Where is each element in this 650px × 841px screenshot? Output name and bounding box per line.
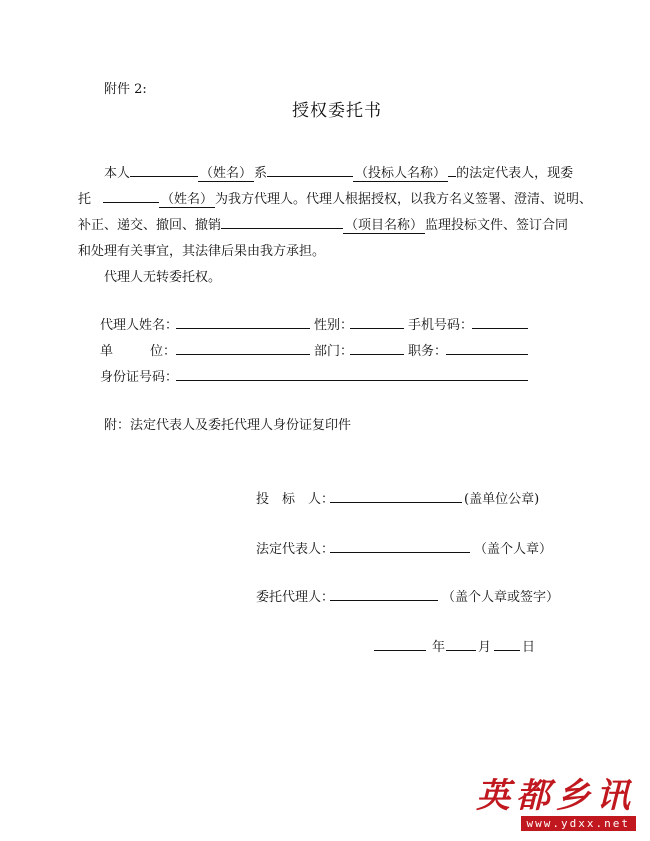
bidder-label-3: 人： [308, 492, 335, 507]
para-line-3 [78, 214, 568, 234]
watermark-url: www.ydxx.net [521, 816, 636, 831]
id-field[interactable] [176, 380, 528, 381]
blank-spacer [448, 162, 456, 177]
gender-label: 性别： [314, 318, 354, 333]
agent-signature-field[interactable] [330, 600, 438, 601]
page-title: 授权委托书 [292, 101, 382, 121]
para-line-1 [104, 162, 573, 182]
dept-field[interactable] [350, 354, 404, 355]
blank-bidder-name [267, 162, 353, 177]
annex-label: 附件 2: [104, 82, 147, 97]
bidder-signature-field[interactable] [330, 502, 462, 503]
id-label: 身份证号码： [100, 370, 179, 385]
phone-label: 手机号码： [408, 318, 474, 333]
bidder-label-2: 标 [282, 492, 296, 507]
watermark-logo: 英都乡讯 [476, 776, 636, 816]
month-field[interactable] [446, 650, 476, 651]
bidder-note: (盖单位公章) [464, 492, 540, 507]
legal-rep-note: （盖个人章） [474, 542, 553, 557]
text-segment: 系 [254, 166, 268, 181]
text-segment: （姓名） [159, 188, 215, 208]
gender-field[interactable] [350, 328, 404, 329]
para-line-4: 和处理有关事宜，其法律后果由我方承担。 [78, 244, 326, 259]
watermark [476, 778, 636, 831]
legal-rep-label: 法定代表人： [256, 542, 335, 557]
phone-field[interactable] [472, 328, 528, 329]
text-segment: （项目名称） [343, 214, 425, 234]
date-day: 日 [522, 640, 536, 655]
date-month: 月 [478, 640, 492, 655]
text-segment: 监理投标文件、签订合同 [425, 218, 569, 233]
position-label: 职务： [408, 344, 448, 359]
unit-label-start: 单 [100, 344, 114, 359]
text-segment: 本人 [104, 166, 131, 181]
agent-label: 委托代理人： [256, 590, 335, 605]
text-segment: 托 [78, 192, 92, 207]
blank-principal-name [130, 162, 198, 177]
unit-field[interactable] [176, 354, 310, 355]
blank-agent-name [103, 188, 159, 203]
agent-note: （盖个人章或签字） [442, 590, 560, 605]
text-segment: （投标人名称） [353, 162, 448, 182]
attachment-note: 附：法定代表人及委托代理人身份证复印件 [104, 418, 352, 433]
blank-project-name [221, 214, 343, 229]
dept-label: 部门： [314, 344, 354, 359]
agent-name-label: 代理人姓名： [100, 318, 179, 333]
bidder-label-1: 投 [256, 492, 270, 507]
unit-label-end: 位： [150, 344, 177, 359]
agent-name-field[interactable] [176, 328, 310, 329]
para-line-2 [78, 188, 592, 208]
day-field[interactable] [494, 650, 520, 651]
text-segment: 为我方代理人。代理人根据授权，以我方名义签署、澄清、说明、 [215, 192, 593, 207]
text-segment: 的法定代表人，现委 [456, 166, 574, 181]
date-year: 年 [432, 640, 446, 655]
position-field[interactable] [446, 354, 528, 355]
text-segment: （姓名） [198, 162, 254, 182]
year-field[interactable] [374, 650, 426, 651]
para-line-5: 代理人无转委托权。 [104, 270, 222, 285]
text-segment: 补正、递交、撤回、撤销 [78, 218, 222, 233]
legal-rep-signature-field[interactable] [330, 552, 470, 553]
